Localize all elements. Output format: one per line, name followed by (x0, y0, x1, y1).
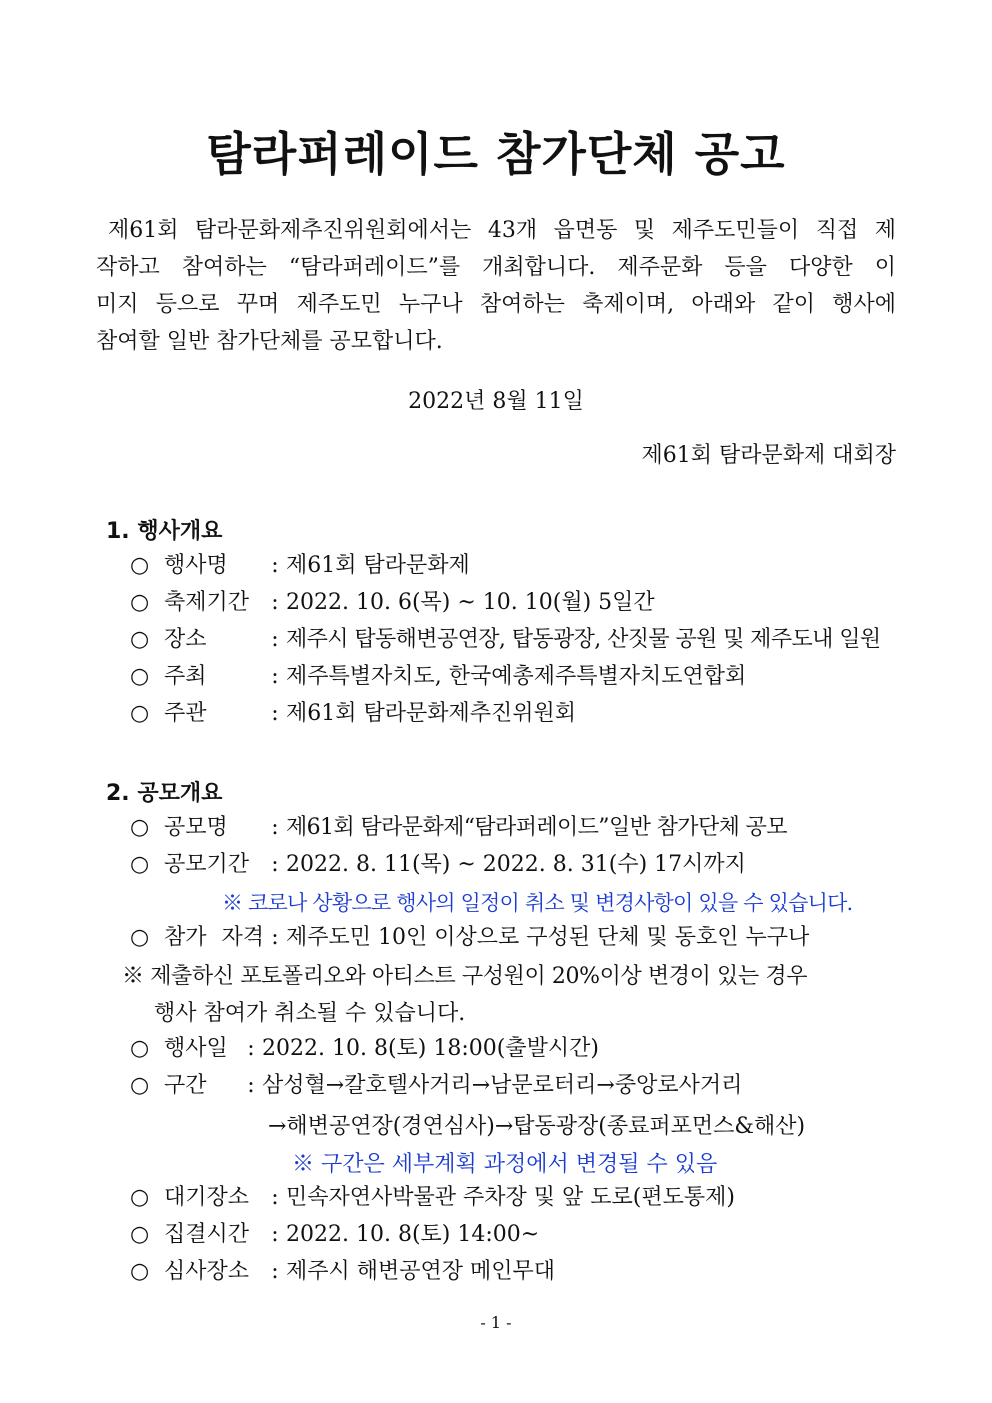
organizer-row (130, 696, 576, 732)
row-value: 2022. 10. 6(목) ~ 10. 10(월) 5일간 (286, 590, 655, 615)
page-number: - 1 - (480, 1313, 512, 1332)
row-colon: : (271, 1222, 279, 1247)
row-value: 제주시 탑동해변공연장, 탑동광장, 산짓물 공원 및 제주도내 일원 (286, 627, 881, 652)
row-label: 심사장소 (164, 1259, 250, 1284)
gathering-time-row (130, 1217, 539, 1253)
row-colon: : (247, 1036, 255, 1061)
row-value: 2022. 8. 11(목) ~ 2022. 8. 31(수) 17시까지 (286, 852, 746, 877)
row-value: 제주도민 10인 이상으로 구성된 단체 및 동호인 누구나 (286, 925, 810, 950)
bullet-circle: ○ (130, 1185, 150, 1210)
row-label: 주최 (164, 664, 207, 689)
bullet-circle: ○ (130, 925, 150, 950)
bullet-circle: ○ (130, 1036, 150, 1061)
bullet-circle: ○ (130, 627, 150, 652)
row-label: 공모명 (164, 815, 228, 840)
document-title: 탐라퍼레이드 참가단체 공고 (206, 127, 786, 181)
row-label: 대기장소 (164, 1185, 250, 1210)
row-label: 구간 (164, 1073, 207, 1098)
row-colon: : (271, 925, 279, 950)
row-label: 행사명 (164, 553, 228, 578)
row-colon: : (271, 1185, 279, 1210)
row-value: 제주특별자치도, 한국예총제주특별자치도연합회 (286, 664, 747, 689)
row-colon: : (247, 1073, 255, 1098)
bullet-circle: ○ (130, 1222, 150, 1247)
organizer: 제61회 탐라문화제 대회장 (641, 443, 896, 468)
bullet-circle: ○ (130, 1259, 150, 1284)
eligibility-row (130, 920, 809, 956)
route-line-2: →해변공연장(경연심사)→탑동광장(종료퍼포먼스&해산) (268, 1114, 806, 1139)
row-value: 민속자연사박물관 주차장 및 앞 도로(편도통제) (286, 1185, 735, 1210)
row-colon: : (271, 553, 279, 578)
intro-line: 작하고 참여하는 “탐라퍼레이드”를 개최합니다. 제주문화 등을 다양한 이 (96, 255, 896, 280)
bullet-circle: ○ (130, 553, 150, 578)
row-label: 공모기간 (164, 852, 250, 877)
row-value: 제61회 탐라문화제 (286, 553, 470, 578)
host-row (130, 659, 746, 695)
announcement-date: 2022년 8월 11일 (408, 389, 584, 414)
row-colon: : (271, 852, 279, 877)
row-colon: : (271, 701, 279, 726)
contest-name-row (130, 810, 787, 846)
intro-line: 제61회 탐라문화제추진위원회에서는 43개 읍면동 및 제주도민들이 직접 제 (108, 218, 896, 243)
judging-venue-row (130, 1254, 555, 1290)
row-colon: : (271, 815, 279, 840)
intro-line: 참여할 일반 참가단체를 공모합니다. (96, 329, 443, 354)
bullet-circle: ○ (130, 701, 150, 726)
bullet-circle: ○ (130, 852, 150, 877)
section2-heading: 2. 공모개요 (106, 781, 223, 806)
row-value: 삼성혈→칼호텔사거리→남문로터리→중앙로사거리 (262, 1073, 743, 1098)
row-value: 제주시 해변공연장 메인무대 (286, 1259, 556, 1284)
row-value: 제61회 탐라문화제“탐라퍼레이드”일반 참가단체 공모 (286, 815, 787, 840)
bullet-circle: ○ (130, 590, 150, 615)
row-label: 집결시간 (164, 1222, 250, 1247)
row-value: 2022. 10. 8(토) 18:00(출발시간) (262, 1036, 599, 1061)
row-colon: : (271, 1259, 279, 1284)
festival-period-row (130, 585, 655, 621)
row-colon: : (271, 627, 279, 652)
route-row (130, 1068, 742, 1104)
event-day-row (130, 1031, 599, 1067)
row-label: 장소 (164, 627, 207, 652)
row-label: 참가 자격 (164, 925, 264, 950)
row-value: 2022. 10. 8(토) 14:00~ (286, 1222, 540, 1247)
row-label: 축제기간 (164, 590, 250, 615)
row-label: 주관 (164, 701, 207, 726)
covid-notice: ※ 코로나 상황으로 행사의 일정이 취소 및 변경사항이 있을 수 있습니다. (222, 891, 853, 915)
portfolio-notice-cont: 행사 참여가 취소될 수 있습니다. (154, 1001, 466, 1026)
row-value: 제61회 탐라문화제추진위원회 (286, 701, 577, 726)
bullet-circle: ○ (130, 664, 150, 689)
portfolio-notice: ※ 제출하신 포토폴리오와 아티스트 구성원이 20%이상 변경이 있는 경우 (122, 964, 808, 989)
row-colon: : (271, 664, 279, 689)
bullet-circle: ○ (130, 815, 150, 840)
bullet-circle: ○ (130, 1073, 150, 1098)
waiting-area-row (130, 1180, 735, 1216)
venue-row (130, 622, 881, 658)
route-notice: ※ 구간은 세부계획 과정에서 변경될 수 있음 (292, 1152, 718, 1177)
intro-paragraph (96, 212, 896, 360)
section1-heading: 1. 행사개요 (106, 519, 223, 544)
row-label: 행사일 (164, 1036, 228, 1061)
row-colon: : (271, 590, 279, 615)
intro-line: 미지 등으로 꾸며 제주도민 누구나 참여하는 축제이며, 아래와 같이 행사에 (96, 292, 896, 317)
contest-period-row (130, 847, 746, 883)
event-name-row (130, 548, 470, 584)
